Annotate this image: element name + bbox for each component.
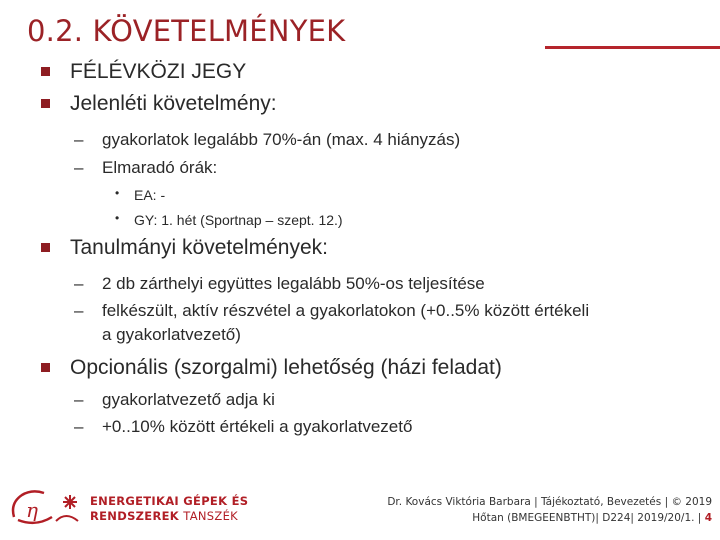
eta-symbol: η: [26, 498, 38, 522]
list-item-text: Tanulmányi követelmények:: [70, 236, 328, 259]
sub-list-item: [74, 128, 461, 152]
dash-bullet-icon: –: [74, 130, 84, 149]
dot-bullet-icon: •: [115, 186, 120, 200]
dash-bullet-icon: –: [74, 390, 84, 409]
sub-list-item-text: Elmaradó órák:: [102, 158, 218, 177]
list-item: [70, 356, 502, 380]
page-number: 4: [704, 512, 712, 524]
sub-list-item-text: gyakorlatok legalább 70%-án (max. 4 hiányzás): [102, 130, 461, 149]
list-item: [70, 92, 277, 116]
sub-sub-list-item-text: EA: -: [134, 187, 166, 203]
list-item-text: Jelenléti követelmény:: [70, 92, 277, 115]
sub-list-item-text: a gyakorlatvezető): [102, 325, 241, 344]
sub-list-item-text: felkészült, aktív részvétel a gyakorlatokon (+0..5% között értékeli: [102, 301, 590, 320]
sub-list-item-continuation: [102, 323, 241, 347]
dash-bullet-icon: –: [74, 417, 84, 436]
sub-list-item: [74, 415, 413, 439]
dash-bullet-icon: –: [74, 274, 84, 293]
sub-sub-list-item: [115, 186, 166, 203]
slide-title: 0.2. KÖVETELMÉNYEK: [27, 14, 346, 48]
footer-line-2: [382, 510, 712, 526]
sub-list-item-text: 2 db zárthelyi együttes legalább 50%-os teljesítése: [102, 274, 485, 293]
dash-bullet-icon: –: [74, 301, 84, 320]
dot-bullet-icon: •: [115, 211, 120, 225]
footer-course: Hőtan (BMEGEENBTHT)| D224| 2019/20/1. |: [472, 512, 702, 524]
square-bullet-icon: [41, 363, 50, 372]
sub-list-item-text: +0..10% között értékeli a gyakorlatvezető: [102, 417, 413, 436]
logo-line-1: ENERGETIKAI GÉPEK ÉS: [90, 494, 249, 508]
sub-list-item: [74, 388, 275, 412]
footer-info: [382, 494, 712, 526]
square-bullet-icon: [41, 243, 50, 252]
logo-line-2: [90, 509, 238, 523]
sub-list-item-text: gyakorlatvezető adja ki: [102, 390, 275, 409]
footer-line-1: Dr. Kovács Viktória Barbara | Tájékoztató, Bevezetés | © 2019: [387, 496, 712, 508]
list-item: [70, 236, 328, 260]
department-logo: [8, 487, 249, 527]
sub-list-item: [74, 156, 218, 180]
sub-sub-list-item-text: GY: 1. hét (Sportnap – szept. 12.): [134, 212, 343, 228]
list-item-text: FÉLÉVKÖZI JEGY: [70, 60, 247, 83]
sub-sub-list-item: [115, 211, 343, 228]
list-item-text: Opcionális (szorgalmi) lehetőség (házi feladat): [70, 356, 502, 379]
dash-bullet-icon: –: [74, 158, 84, 177]
sub-list-item: [74, 299, 590, 323]
square-bullet-icon: [41, 67, 50, 76]
logo-line-2-light: TANSZÉK: [183, 509, 238, 523]
department-emblem-icon: [8, 487, 86, 527]
list-item: [70, 60, 246, 84]
logo-line-2-bold: RENDSZEREK: [90, 509, 179, 523]
square-bullet-icon: [41, 99, 50, 108]
sub-list-item: [74, 272, 485, 296]
